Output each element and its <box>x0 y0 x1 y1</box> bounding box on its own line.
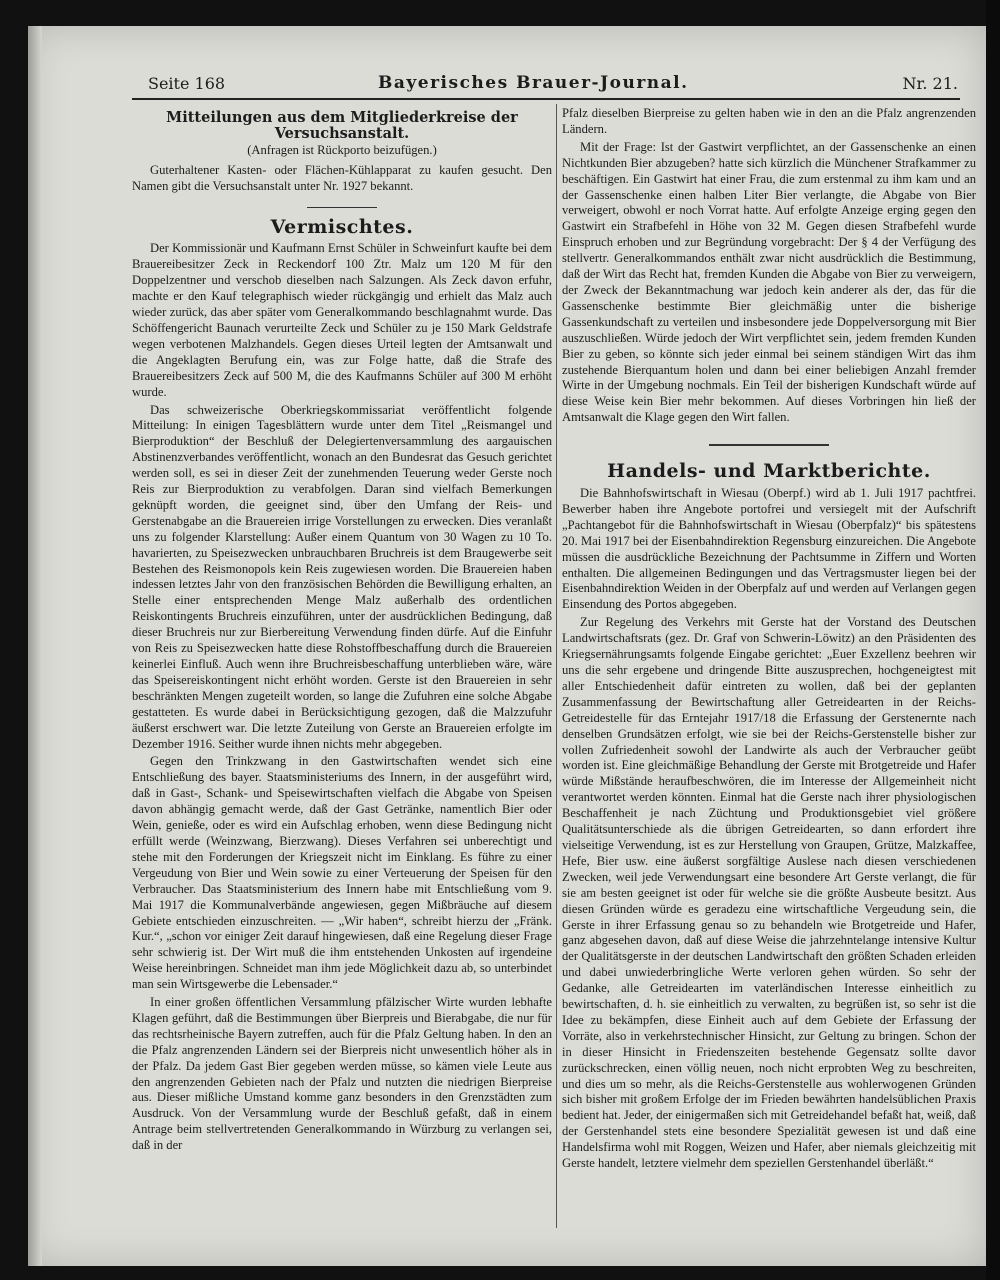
separator <box>709 444 829 446</box>
article-paragraph: Mit der Frage: Ist der Gastwirt verpflichtet, an der Gassenschenke an einen Nichtkunden Bier abzugeben? hatte sich kürzlich die Münchener Strafkammer zu beschäftigen. Ein Gastwirt hat einer Frau, die zum erstenmal zu ihm kam und an der Gassenschenke einen halben Liter Bier verlangte, die Abgabe von Bier verweigert, obwohl er noch Vorrat hatte. Auf erfolgte Anzeige erging gegen den Gastwirt ein Strafbefehl in Höhe von 32 M. Gegen diesen Strafbefehl wurde Einspruch erhoben und zur Begründung vorgebracht: Der § 4 der Verfügung des stellvertr. Generalkommandos enthält zwar nicht ausdrücklich die Bestimmung, daß der Wirt das Recht hat, fremden Kunden die Abgabe von Bier zu verweigern, der Zweck der Bekanntmachung war jedoch kein anderer als der, das für die Gassenschenke bestimmte Bier gleichmäßig unter die bisherige Gassenkundschaft zu verteilen und insbesondere jede Doppelversorgung mit Bier auszuschließen. Würde jedoch der Wirt verpflichtet sein, jedem fremden Kunden Bier zu geben, so könnte sich jeder einmal bei seinem ständigen Wirt das ihm zustehende Bierquantum holen und dann bei einer beliebigen Anzahl fremder Wirte in der Umgebung nochmals. Ein Teil der bisherigen Kundschaft würde auf diese Weise kein Bier mehr bekommen. Auf dieses Vorbringen hin ließ der Amtsanwalt die Klage gegen den Wirt fallen. <box>562 139 976 425</box>
section-title-vermischtes: Vermischtes. <box>270 215 414 238</box>
section-title-handelsberichte: Handels- und Marktberichte. <box>607 460 931 483</box>
page-binding-edge <box>28 26 42 1266</box>
left-column <box>132 106 552 1156</box>
right-column <box>562 106 976 1174</box>
article-paragraph: Die Bahnhofswirtschaft in Wiesau (Oberpf.) wird ab 1. Juli 1917 pachtfrei. Bewerber haben ihre Angebote portofrei und versiegelt mit der Aufschrift „Pachtangebot für die Bahnhofswirtschaft in Wiesau (Oberpfalz)“ bis spätestens 20. Mai 1917 bei der Eisenbahndirektion Regensburg einzureichen. Die Angebote müssen die ausdrückliche Bezeichnung der Pachtsumme in Ziffern und Worten enthalten. Die allgemeinen Bedingungen und das Vertragsmuster liegen bei der Eisenbahndirektion Weiden in der Oberpfalz auf und werden auf Verlangen gegen Einsendung des Portos abgegeben. <box>562 486 976 612</box>
article-paragraph: Das schweizerische Oberkriegskommissariat veröffentlicht folgende Mitteilung: In einigen Tagesblättern wurde unter dem Titel „Reismangel und Bierproduktion“ der Beschluß der Delegiertenversammlung des aargauischen Abstinenzverbandes veröffentlicht, wonach an den Bundesrat das Gesuch gerichtet werden soll, es sei in dieser Zeit der zunehmenden Teuerung weder Gerste noch Reis zur Bierproduktion zu verabfolgen. Daran sind vielfach Bemerkungen geknüpft worden, die geeignet sind, über den Umfang der Reis- und Gerstenabgabe an die Brauereien irrige Vorstellungen zu erwecken. Dies veranlaßt uns zu folgender Klarstellung: Außer einem Quantum von 30 Wagen zu 10 To. havarierten, zu Speisezwecken unbrauchbaren Bruchreis ist dem Braugewerbe seit Bestehen des Reismonopols kein Reis zugewiesen worden. Die Brauereien haben indessen letztes Jahr von den französischen Behörden die Bewilligung erhalten, an Stelle einer entsprechenden Menge Malz außerhalb des ordentlichen Reiskontingents Bruchreis einzuführen, unter der ausdrücklichen Bedingung, daß dieser Bruchreis nur zur Bierbereitung Verwendung finden dürfe. Auf die Einfuhr von Reis zu Speisezwecken hatte diese Rohstoffbeschaffung durch die Brauereien keinerlei Einfluß. Auch wenn ihre Bruchreisbeschaffung unterblieben wäre, wäre das Speisereiskontingent nicht erhöht worden. Gerste ist den Brauereien in sehr beschränkten Mengen zugeteilt worden, so lange die Zufuhren eine solche Abgabe gestatteten. Es wurde dabei in Berücksichtigung gezogen, daß die Malzzufuhr äußerst erschwert war. Die letzte Zuteilung von Gerste an Brauereien erfolgte im Dezember 1916. Seither wurde ihnen nichts mehr abgegeben. <box>132 402 552 751</box>
article-paragraph: Gegen den Trinkzwang in den Gastwirtschaften wendet sich eine Entschließung des bayer. Staatsministeriums des Innern, in der ausgeführt wird, daß in Gast-, Schank- und Speisewirtschaften vielfach die Abgabe von Speisen davon abhängig gemacht werde, daß der Gast Getränke, namentlich Bier oder Wein, genieße, oder es wird ein Aufschlag erhoben, wenn diese Bedingung nicht erfüllt werde (Weinzwang, Bierzwang). Dieses Verfahren sei unberechtigt und stehe mit den Forderungen der Kriegszeit nicht im Einklang. Es führe zu einer Vergeudung von Bier und Wein sowie zu einer Verteuerung der Speisen für den Verbraucher. Das Staatsministerium des Innern habe mit Entschließung vom 9. Mai 1917 die Kommunalverbände angewiesen, gegen Mißbräuche auf diesem Gebiete entschieden einzuschreiten. — „Wir haben“, schreibt hierzu der „Fränk. Kur.“, „schon vor einiger Zeit darauf hingewiesen, daß eine Regelung dieser Frage sehr schwierig ist. Der Wirt muß die ihm entstehenden Unkosten auf irgendeine Weise hereinbringen. Schneidet man ihm jede Möglichkeit dazu ab, so unterbindet man sein Wirtsgewerbe die Lebensader.“ <box>132 754 552 992</box>
article-paragraph: Pfalz dieselben Bierpreise zu gelten haben wie in den an die Pfalz angrenzenden Ländern. <box>562 106 976 136</box>
scan-edge <box>986 0 1000 1280</box>
article-paragraph: Der Kommissionär und Kaufmann Ernst Schüler in Schweinfurt kaufte bei dem Brauereibesitzer Zeck in Reckendorf 100 Ztr. Malz um 120 M für den Doppelzentner und verschob dieselben nach Salzungen. Als Zeck davon erfuhr, machte er den Kauf telegraphisch wieder rückgängig und erhielt das Malz auch wieder zurück, das aber später vom Generalkommando beschlagnahmt wurde. Das Schöffengericht Baunach verurteilte Zeck und Schüler zu je 150 Mark Geldstrafe wegen verbotenen Malzhandels. Gegen dieses Urteil legten der Amtsanwalt und die Angeklagten Berufung ein, was zur Folge hatte, daß die Strafe des Brauereibesitzers Zeck auf 500 M, die des Kaufmanns Schüler auf 300 M erhöht wurde. <box>132 241 552 399</box>
journal-title: Bayerisches Brauer-Journal. <box>378 73 689 93</box>
section-title-versuchsanstalt: Mitteilungen aus dem Mitgliederkreise der Versuchsanstalt. <box>166 109 518 142</box>
section-subtitle: (Anfragen ist Rückporto beizufügen.) <box>247 142 437 157</box>
separator <box>307 207 377 208</box>
article-paragraph: Zur Regelung des Verkehrs mit Gerste hat der Vorstand des Deutschen Landwirtschaftsrats (gez. Dr. Graf von Schwerin-Löwitz) an den Präsidenten des Kriegsernährungsamts folgende Eingabe gerichtet: „Euer Exzellenz beehren wir uns die sehr ergebene und dringende Bitte auszusprechen, hochgeneigtest mit aller Entschiedenheit dafür eintreten zu wollen, daß bei der geplanten Zusammenfassung der Bewirtschaftung aller Getreidearten in der Reichs-Getreidestelle für das Erntejahr 1917/18 die Erfassung der Gerstenernte nach denselben Grundsätzen erfolgt, wie sie bei der Reichs-Gerstenstelle bisher zur vollen Zufriedenheit sowohl der Landwirte als auch der Verbraucher geübt worden ist. Eine gleichmäßige Behandlung der Gerste mit Brotgetreide und Hafer würde Mißstände heraufbeschwören, die im Interesse der Allgemeinheit nicht verantwortet werden könnten. Einmal hat die Gerste nach ihrer physiologischen Beschaffenheit je nach Züchtung und Produktionsgebiet viel größere Qualitätsunterschiede als die übrigen Getreidearten, so dann erfordert ihre vielseitige Verwendung, ist es zur Herstellung von Graupen, Grütze, Malzkaffee, Hefe, Bier usw. eine äußerst sorgfältige Auslese nach diesen verschiedenen Zwecken, weil jede Verwendungsart eine besondere Art Gerste verlangt, die für sie am besten geeignet ist oder für welche sie die größte Ausbeute besitzt. Aus diesen Gründen würde es geradezu eine wirtschaftliche Vergeudung sein, die Gerste in ihrer Erfassung genau so zu behandeln wie Brotgetreide und Hafer, ganz abgesehen davon, daß auf diese Weise die jahrzehntelange intensive Kultur der Qualitätsgerste in der deutschen Landwirtschaft den größten Schaden erleiden und dabei unwiederbringliche Werte verloren gehen würden. So sehr der Gedanke, alle Getreidearten im vaterländischen Interesse einheitlich zu bewirtschaften, d. h. sie einheitlich zu verwalten, zu begrüßen ist, so sehr ist die Idee zu bekämpfen, diese Einheit auch auf dem Gebiete der Erfassung der Vorräte, also in verkehrstechnischer Hinsicht, zur Geltung zu bringen. Schon der in dieser Hinsicht in Friedenszeiten bestehende Gegensatz sollte davor zurückschrecken, einen völlig neuen, noch nicht erprobten Weg zu beschreiten, und dies um so mehr, als die Reichs-Gerstenstelle aus wohlerwogenen Gründen sich bisher mit großem Erfolge der im Frieden bewährten handelsüblichen Praxis bedient hat. Jeder, der einigermaßen sich mit Getreidehandel befaßt hat, weiß, daß der Gerstenhandel stets eine besondere Spezialität gewesen ist und daß eine Handelsfirma wohl mit Roggen, Weizen und Hafer, aber niemals gleichzeitig mit Gerste handelt, letztere vielmehr dem speziellen Gerstenhandel überläßt.“ <box>562 615 976 1171</box>
header-rule <box>132 98 960 100</box>
page-header <box>148 74 960 96</box>
article-paragraph: In einer großen öffentlichen Versammlung pfälzischer Wirte wurden lebhafte Klagen geführt, daß die Bestimmungen über Bierpreis und Bierabgabe, die nur für das rechtsrheinische Bayern zutreffen, auch für die Pfalz Geltung haben. In den an die Pfalz angrenzenden Ländern sei der Bierpreis nicht unwesentlich höher als in der Pfalz. Da jedem Gast Bier gegeben werden müsse, so kämen viele Leute aus den angrenzenden Gebieten nach der Pfalz und nutzten die niedrigen Bierpreise aus. Dieser mißliche Umstand komme ganz besonders in den Grenzstädten zum Ausdruck. Von der Versammlung wurde der Beschluß gefaßt, daß in einem Antrage beim stellvertretenden Generalkommando in Würzburg zu verlangen sei, daß in der <box>132 995 552 1153</box>
page-number: Seite 168 <box>148 74 226 93</box>
issue-number: Nr. 21. <box>902 74 958 93</box>
article-paragraph: Guterhaltener Kasten- oder Flächen-Kühlapparat zu kaufen gesucht. Den Namen gibt die Versuchsanstalt unter Nr. 1927 bekannt. <box>132 162 552 193</box>
column-divider <box>556 104 557 1228</box>
